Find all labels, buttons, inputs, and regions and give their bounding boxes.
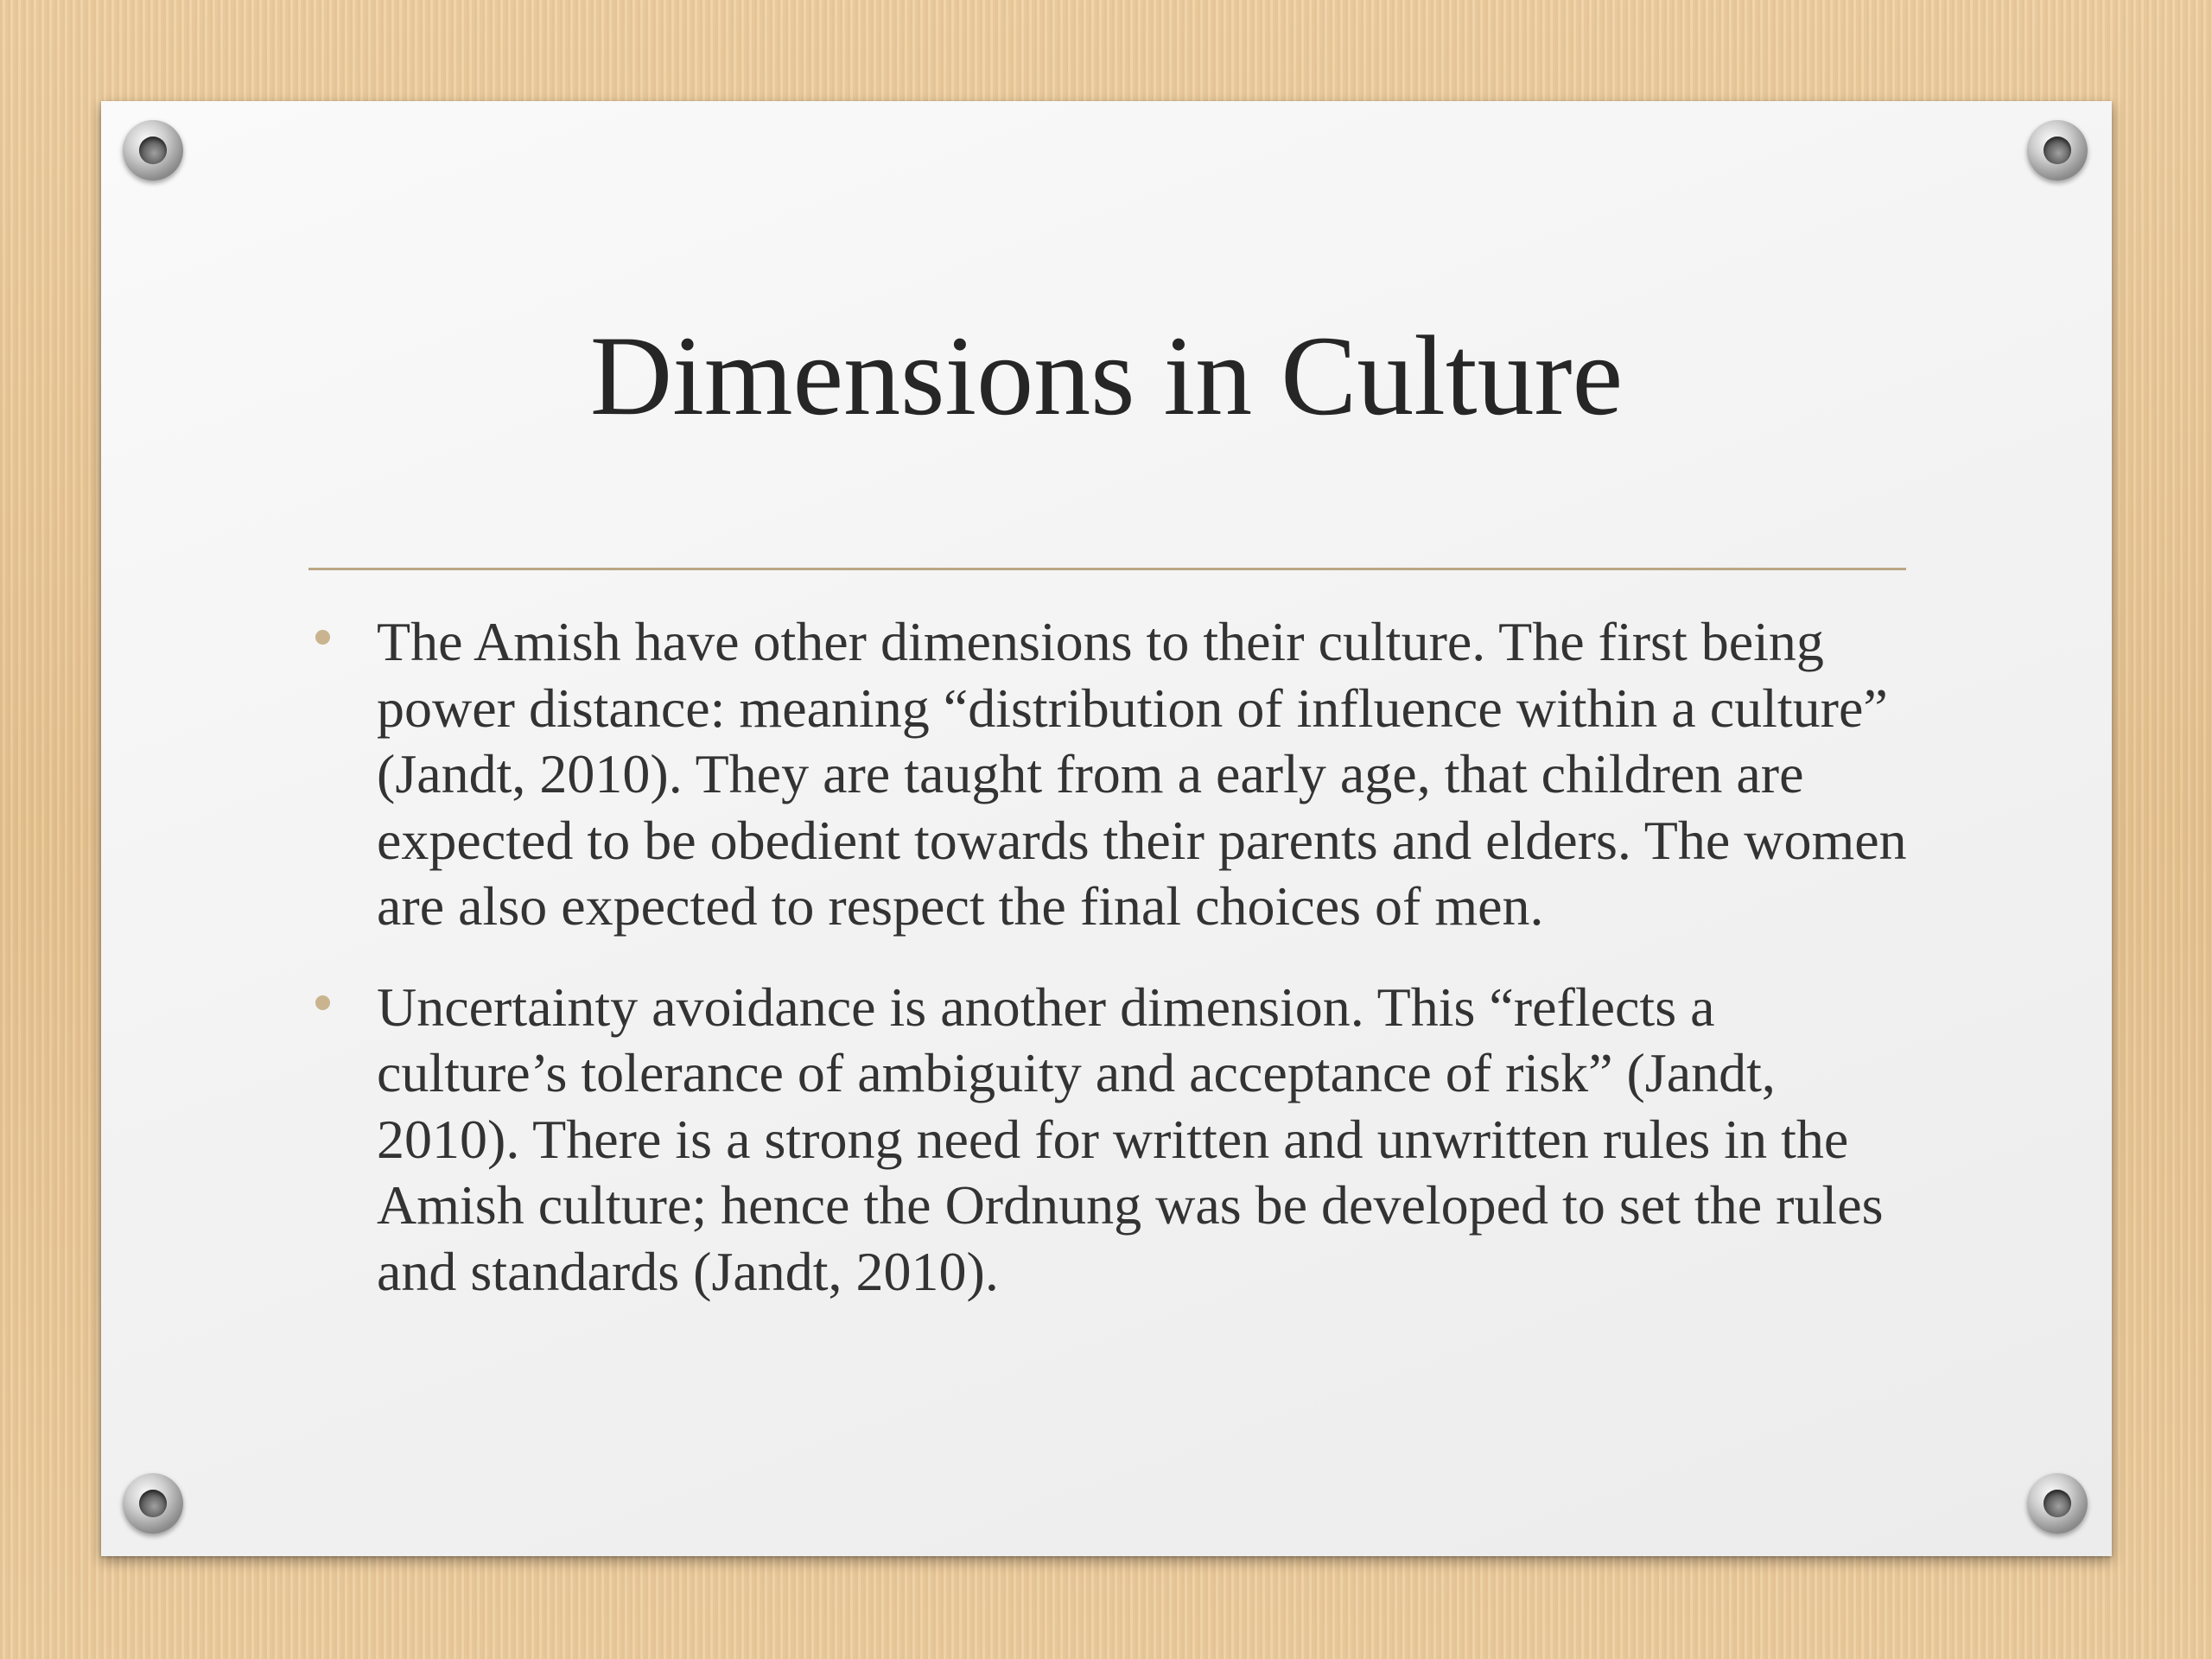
bullet-item bbox=[308, 609, 1916, 940]
grommet-icon bbox=[2027, 120, 2088, 181]
bullet-icon bbox=[315, 630, 330, 645]
bullet-text: The Amish have other dimensions to their culture. The first being power distance: meaning “distribution of influence within a culture” (Jandt, 2010). They are taught from a early age, that children are expected to be obedient towards their parents and elders. The women are also expected to respect the final choices of men. bbox=[377, 611, 1907, 937]
grommet-icon bbox=[123, 1473, 183, 1534]
slide-title: Dimensions in Culture bbox=[589, 312, 1624, 439]
grommet-icon bbox=[123, 120, 183, 181]
bullet-icon bbox=[315, 995, 330, 1010]
bullet-item bbox=[308, 975, 1916, 1306]
bullet-text: Uncertainty avoidance is another dimension. This “reflects a culture’s tolerance of ambiguity and acceptance of risk” (Jandt, 2010). There is a strong need for written and unwritten rules in the Amish culture; hence the Ordnung was be developed to set the rules and standards (Jandt, 2010). bbox=[377, 976, 1884, 1302]
bullet-list bbox=[308, 609, 1916, 1339]
grommet-icon bbox=[2027, 1473, 2088, 1534]
title-divider bbox=[308, 568, 1906, 570]
